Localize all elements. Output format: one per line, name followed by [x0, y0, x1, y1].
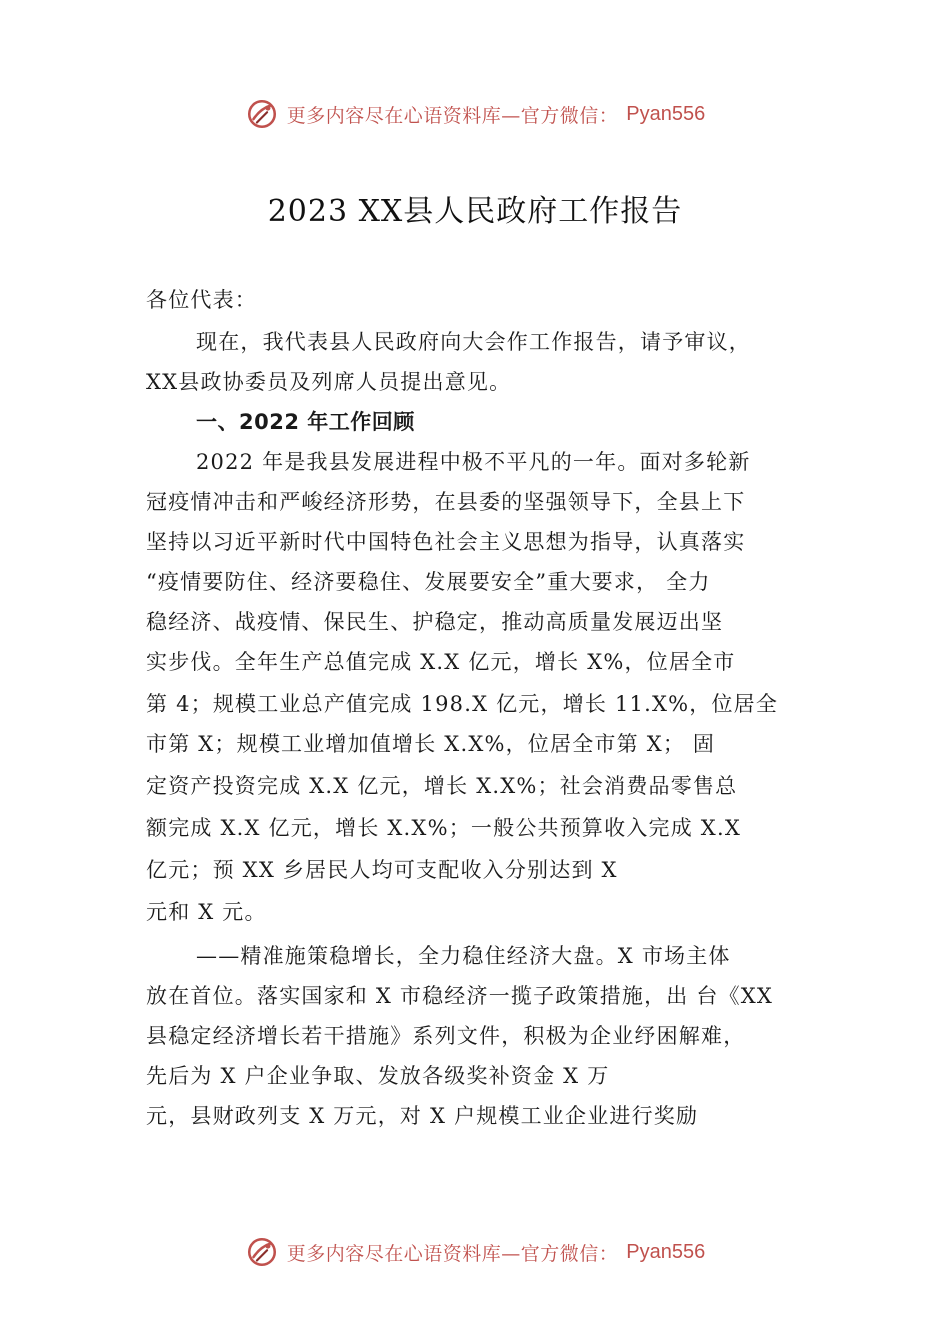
- paragraph-line: 定资产投资完成 X.X 亿元，增长 X.X%；社会消费品零售总: [146, 774, 738, 798]
- section-heading: 一、2022 年工作回顾: [196, 410, 415, 434]
- paragraph-line: 元，县财政列支 X 万元，对 X 户规模工业企业进行奖励: [146, 1104, 699, 1128]
- paragraph-line: 第 4；规模工业总产值完成 198.X 亿元，增长 11.X%，位居全: [146, 692, 779, 716]
- paragraph-line: 放在首位。落实国家和 X 市稳经济一揽子政策措施，出 台《XX: [146, 984, 774, 1008]
- paragraph-line: XX县政协委员及列席人员提出意见。: [146, 370, 512, 394]
- paragraph-line: “疫情要防住、经济要稳住、发展要安全”重大要求， 全力: [146, 570, 711, 594]
- logo-icon: [245, 97, 279, 131]
- logo-icon: [245, 1235, 279, 1269]
- paragraph-line: 先后为 X 户企业争取、发放各级奖补资金 X 万: [146, 1064, 610, 1088]
- paragraph-line: 2022 年是我县发展进程中极不平凡的一年。面对多轮新: [196, 450, 751, 474]
- paragraph-line: 现在，我代表县人民政府向大会作工作报告，请予审议，: [196, 330, 751, 354]
- watermark-text: 更多内容尽在心语资料库—官方微信：: [286, 104, 619, 127]
- paragraph-line: ——精准施策稳增长，全力稳住经济大盘。X 市场主体: [196, 944, 731, 968]
- paragraph-line: 稳经济、战疫情、保民生、护稳定，推动高质量发展迈出坚: [146, 610, 724, 634]
- paragraph-line: 冠疫情冲击和严峻经济形势，在县委的坚强领导下，全县上下: [146, 490, 746, 514]
- watermark-text: 更多内容尽在心语资料库—官方微信：: [286, 1242, 619, 1265]
- paragraph-line: 额完成 X.X 亿元，增长 X.X%；一般公共预算收入完成 X.X: [146, 816, 741, 840]
- paragraph-line: 元和 X 元。: [146, 900, 267, 924]
- paragraph-line: 实步伐。全年生产总值完成 X.X 亿元，增长 X%，位居全市: [146, 650, 736, 674]
- paragraph-line: 县稳定经济增长若干措施》系列文件，积极为企业纾困解难，: [146, 1024, 746, 1048]
- watermark-wechat-id: Pyan556: [626, 102, 706, 125]
- salutation: 各位代表：: [146, 288, 257, 312]
- watermark-wechat-id: Pyan556: [626, 1240, 706, 1263]
- document-title: 2023 XX县人民政府工作报告: [267, 194, 683, 229]
- paragraph-line: 市第 X；规模工业增加值增长 X.X%，位居全市第 X； 固: [146, 732, 716, 756]
- watermark-banner-bottom: [0, 1232, 950, 1272]
- paragraph-line: 坚持以习近平新时代中国特色社会主义思想为指导，认真落实: [146, 530, 746, 554]
- paragraph-line: 亿元；预 XX 乡居民人均可支配收入分别达到 X: [146, 858, 618, 882]
- watermark-banner-top: [0, 94, 950, 134]
